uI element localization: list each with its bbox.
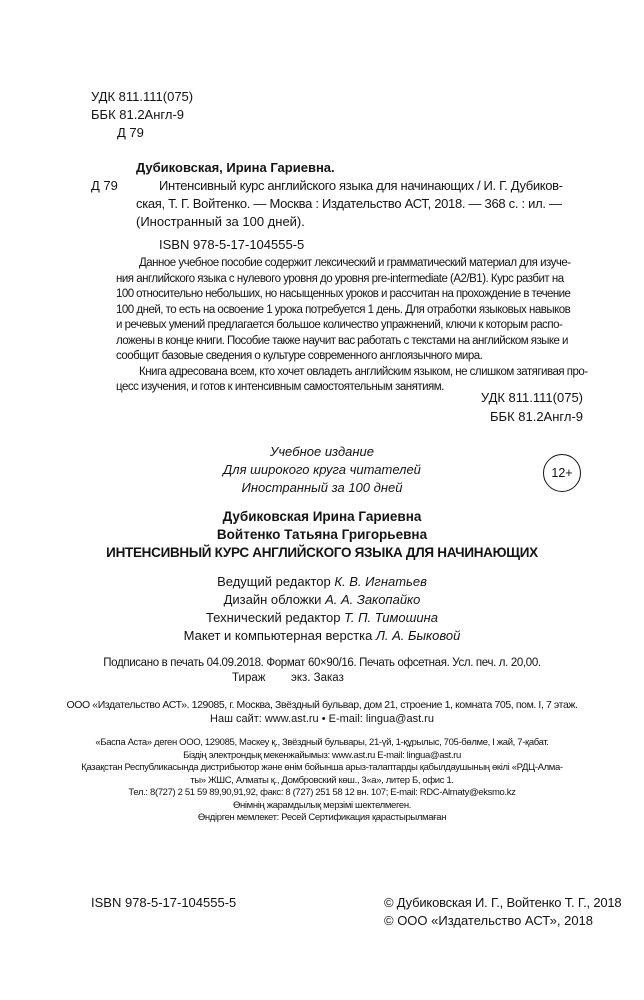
- credit-name: К. В. Игнатьев: [334, 574, 427, 589]
- udk-code-right: УДК 811.111(075): [480, 390, 583, 405]
- copyright-authors: © Дубиковская И. Г., Войтенко Т. Г., 2018: [384, 895, 622, 910]
- annotation: [116, 256, 586, 396]
- series-name: Иностранный за 100 дней: [241, 480, 403, 495]
- kz-line: Өнімнің жарамдылық мерзімі шектелмеген.: [232, 799, 412, 811]
- annotation-line: Данное учебное пособие содержит лексический и грамматический материал для изуче-: [139, 257, 571, 269]
- author-mark: Д 79: [117, 125, 144, 140]
- publisher-address: ООО «Издательство АСТ». 129085, г. Москва, Звёздный бульвар, дом 21, строение 1, комната 705, пом. I, 7 этаж.: [66, 699, 578, 711]
- kz-line: ты» ЖШС, Алматы қ., Домбровский көш., 3«а», литер Б, офис 1.: [190, 774, 454, 786]
- bib-line: ская, Т. Г. Войтенко. — Москва : Издательство АСТ, 2018. — 368 с. : ил. —: [136, 196, 562, 211]
- annotation-line: сообщит базовые сведения о культуре современного англоязычного мира.: [116, 350, 483, 362]
- isbn-record: ISBN 978-5-17-104555-5: [159, 237, 305, 252]
- edition-type: Учебное издание: [270, 444, 374, 459]
- print-run: Тираж экз. Заказ: [232, 672, 344, 684]
- credit-role: Макет и компьютерная верстка: [183, 628, 376, 643]
- annotation-line: ложены в конце книги. Пособие также научит вас работать с текстами на английском языке и: [116, 334, 568, 347]
- annotation-line: цесс изучения, и готов к интенсивным самостоятельным занятиям.: [116, 381, 444, 393]
- bbk-code-right: ББК 81.2Англ-9: [490, 409, 583, 424]
- credit-line: [0, 628, 644, 643]
- credit-line: [0, 574, 644, 589]
- author-name: Войтенко Татьяна Григорьевна: [216, 527, 428, 542]
- kz-line: Өндірген мемлекет: Ресей Сертификация қарастырылмаған: [197, 812, 447, 823]
- annotation-line: 100 дней, то есть на освоение 1 урока потребуется 1 день. Для отработки языковых навыков: [116, 303, 571, 316]
- kz-line: Біздің электрондық мекенжайымыз: www.ast.ru E-mail: lingua@ast.ru: [183, 749, 461, 761]
- annotation-line: и речевых умений предлагается большое количество упражнений, ключи к которым распо-: [116, 319, 563, 331]
- credit-name: Л. А. Быковой: [375, 628, 461, 643]
- copyright-publisher: © ООО «Издательство АСТ», 2018: [384, 913, 594, 928]
- bib-line: (Иностранный за 100 дней).: [136, 214, 305, 229]
- audience: Для широкого круга читателей: [223, 462, 421, 477]
- print-info: Подписано в печать 04.09.2018. Формат 60×90/16. Печать офсетная. Усл. печ. л. 20,00.: [103, 657, 541, 669]
- book-title: ИНТЕНСИВНЫЙ КУРС АНГЛИЙСКОГО ЯЗЫКА ДЛЯ НАЧИНАЮЩИХ: [106, 545, 538, 560]
- author-heading: Дубиковская, Ирина Гариевна.: [136, 160, 335, 175]
- credit-name: Т. П. Тимошина: [344, 610, 439, 625]
- kz-line: Қазақстан Республикасында дистрибьютор және өнім бойынша арыз-талаптарды қабылдаушының өкілі «РДЦ-Алма-: [81, 762, 563, 773]
- credit-role: Технический редактор: [205, 610, 345, 625]
- annotation-line: ния английского языка с нулевого уровня до уровня pre-intermediate (A2/B1). Курс разбит на: [116, 272, 564, 285]
- annotation-line: 100 относительно небольших, но насыщенных уроков и рассчитан на прохождение в течение: [116, 288, 571, 300]
- kz-line: «Баспа Аста» деген ООО, 129085, Мәскеу қ., Звёздный бульвары, 21-үй, 1-құрылыс, 705-бөлме, I жай, 7-қабат.: [95, 737, 549, 748]
- annotation-line: Книга адресована всем, кто хочет овладеть английским языком, не слишком затягивая про-: [139, 365, 588, 378]
- margin-author-mark: Д 79: [91, 178, 118, 193]
- bbk-code: ББК 81.2Англ-9: [91, 107, 184, 122]
- kz-line: Тел.: 8(727) 2 51 59 89,90,91,92, факс: 8 (727) 251 58 12 вн. 107; E-mail: RDC-Almaty@eksmo.kz: [128, 787, 516, 798]
- credit-role: Ведущий редактор: [217, 574, 335, 589]
- author-name: Дубиковская Ирина Гариевна: [222, 509, 422, 524]
- credit-line: [0, 592, 644, 607]
- kz-info: [0, 737, 644, 825]
- udk-code: УДК 811.111(075): [91, 89, 194, 104]
- credit-role: Дизайн обложки: [223, 592, 326, 607]
- credit-name: А. А. Закопайко: [325, 592, 421, 607]
- credit-line: [0, 610, 644, 625]
- bib-line: Интенсивный курс английского языка для начинающих / И. Г. Дубиков-: [159, 178, 563, 193]
- publisher-contacts: Наш сайт: www.ast.ru • E-mail: lingua@ast.ru: [210, 713, 434, 725]
- isbn-bottom: ISBN 978-5-17-104555-5: [91, 895, 237, 910]
- age-rating-badge: 12+: [543, 454, 581, 492]
